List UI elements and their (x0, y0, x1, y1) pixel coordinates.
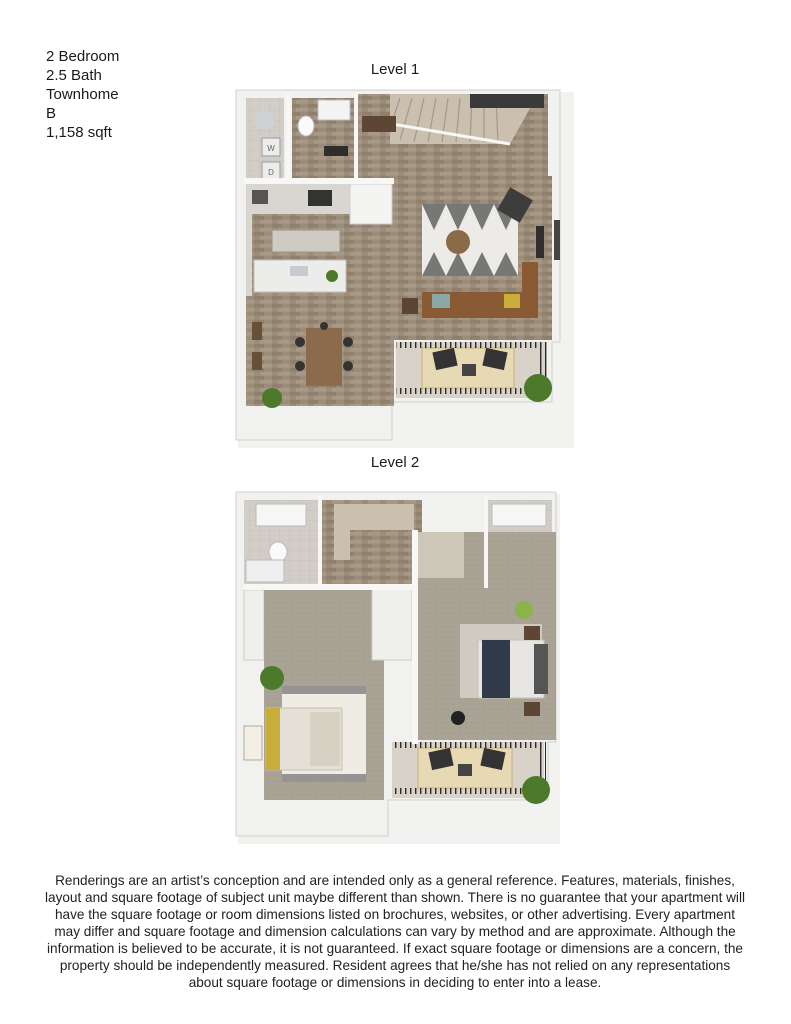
square-footage: 1,158 sqft (46, 124, 112, 141)
bath-count: 2.5 Bath (46, 67, 102, 84)
level-1-floorplan (200, 80, 580, 460)
plant-icon (326, 270, 338, 282)
unit-type: Townhome (46, 86, 119, 103)
tv-console (536, 226, 544, 258)
level-2-title: Level 2 (370, 454, 420, 471)
level-1-title: Level 1 (370, 61, 420, 78)
unit-info (46, 47, 119, 142)
level-2-floorplan (200, 480, 580, 850)
plant-icon (262, 388, 282, 408)
pantry (350, 184, 392, 224)
hall-closet (372, 588, 412, 660)
balcony (392, 742, 550, 804)
dryer-label: D (268, 168, 274, 177)
washer-label: W (267, 144, 275, 153)
closet (244, 590, 264, 660)
water-heater (254, 110, 274, 130)
side-table (402, 298, 418, 314)
entry-desk (362, 116, 396, 132)
disclaimer-text: Renderings are an artist’s conception and are intended only as a general reference. Features, materials, finishes, layout and square footage of subject unit maybe different than shown. There is no guarantee that your apartment will have the square footage or room dimensions listed on brochures, websites, or other advertising. Every apartment may differ and square footage and dimension calculations can vary by method and are approximate. Although the information is believed to be accurate, it is not guaranteed. If exact square footage or dimensions are a concern, the property should be independently measured. Resident agrees that he/she has not relied on any representations about square footage or dimensions in deciding to enter into a lease. (44, 872, 745, 990)
dining-table (306, 328, 342, 386)
kitchen-rug (272, 230, 340, 252)
plant-icon (515, 601, 533, 619)
balcony (396, 342, 552, 402)
toilet (269, 542, 287, 562)
plan-name: B (46, 105, 57, 122)
walk-in-closet (418, 532, 464, 578)
bedroom-count: 2 Bedroom (46, 48, 120, 65)
plant-icon (524, 374, 552, 402)
plant-icon (260, 666, 284, 690)
coffee-table (446, 230, 470, 254)
toilet (298, 116, 314, 136)
plant-icon (522, 776, 550, 804)
